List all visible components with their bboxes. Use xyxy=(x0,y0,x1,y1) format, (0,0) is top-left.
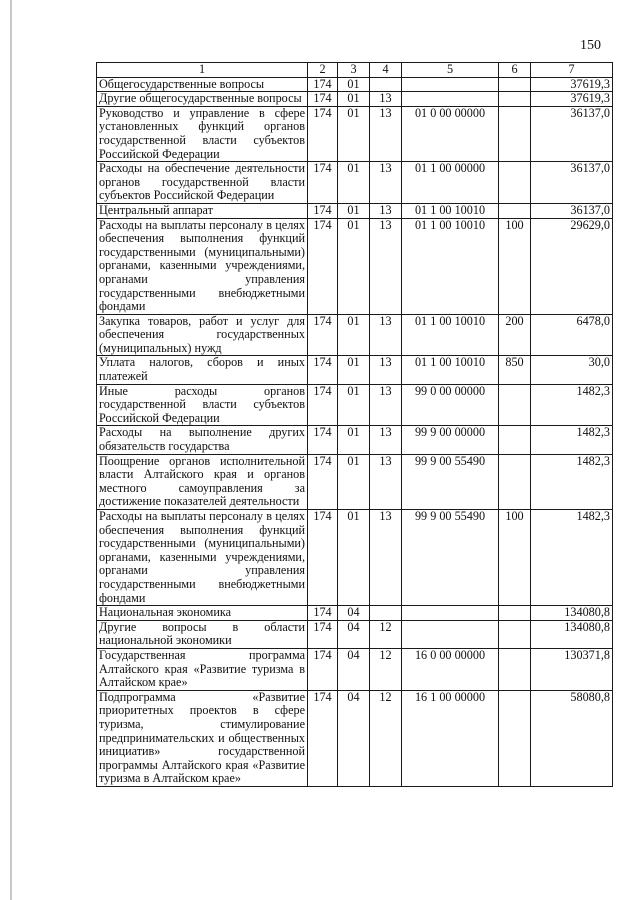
section-cell: 01 xyxy=(338,510,370,606)
item-name-cell: Расходы на выплаты персоналу в целях обеспечения выполнения функций государственными (муниципальными) органами, казенными учреждениями, органами управления государственными внебюджетными фондами xyxy=(97,510,308,606)
admin-code-cell: 174 xyxy=(308,690,338,786)
table-body xyxy=(97,63,613,787)
section-cell: 01 xyxy=(338,203,370,218)
item-name-cell: Другие общегосударственные вопросы xyxy=(97,92,308,107)
header-cell: 7 xyxy=(531,63,613,78)
table-row xyxy=(97,218,613,314)
target-article-cell: 99 9 00 00000 xyxy=(402,426,499,454)
admin-code-cell: 174 xyxy=(308,218,338,314)
table-header-row xyxy=(97,63,613,78)
subsection-cell: 12 xyxy=(370,620,402,648)
expense-type-cell xyxy=(499,77,531,92)
item-name-cell: Центральный аппарат xyxy=(97,203,308,218)
amount-cell: 134080,8 xyxy=(531,620,613,648)
header-cell: 2 xyxy=(308,63,338,78)
admin-code-cell: 174 xyxy=(308,203,338,218)
table-row xyxy=(97,203,613,218)
admin-code-cell: 174 xyxy=(308,648,338,690)
subsection-cell: 12 xyxy=(370,648,402,690)
table-row xyxy=(97,648,613,690)
admin-code-cell: 174 xyxy=(308,620,338,648)
amount-cell: 36137,0 xyxy=(531,106,613,161)
expense-type-cell xyxy=(499,454,531,509)
subsection-cell: 13 xyxy=(370,106,402,161)
target-article-cell: 01 1 00 10010 xyxy=(402,314,499,356)
section-cell: 04 xyxy=(338,606,370,621)
amount-cell: 1482,3 xyxy=(531,384,613,426)
subsection-cell: 13 xyxy=(370,218,402,314)
table-row xyxy=(97,106,613,161)
admin-code-cell: 174 xyxy=(308,454,338,509)
subsection-cell: 13 xyxy=(370,92,402,107)
subsection-cell xyxy=(370,77,402,92)
section-cell: 01 xyxy=(338,77,370,92)
admin-code-cell: 174 xyxy=(308,510,338,606)
target-article-cell: 01 0 00 00000 xyxy=(402,106,499,161)
item-name-cell: Другие вопросы в области национальной экономики xyxy=(97,620,308,648)
target-article-cell: 01 1 00 10010 xyxy=(402,218,499,314)
item-name-cell: Уплата налогов, сборов и иных платежей xyxy=(97,356,308,384)
section-cell: 04 xyxy=(338,690,370,786)
item-name-cell: Поощрение органов исполнительной власти Алтайского края и органов местного самоуправления за достижение показателей деятельности xyxy=(97,454,308,509)
section-cell: 01 xyxy=(338,92,370,107)
target-article-cell: 16 0 00 00000 xyxy=(402,648,499,690)
section-cell: 01 xyxy=(338,162,370,204)
header-cell: 4 xyxy=(370,63,402,78)
admin-code-cell: 174 xyxy=(308,92,338,107)
item-name-cell: Общегосударственные вопросы xyxy=(97,77,308,92)
admin-code-cell: 174 xyxy=(308,356,338,384)
subsection-cell: 13 xyxy=(370,454,402,509)
page-number: 150 xyxy=(580,38,601,53)
table-row xyxy=(97,356,613,384)
target-article-cell xyxy=(402,606,499,621)
subsection-cell: 13 xyxy=(370,203,402,218)
target-article-cell xyxy=(402,92,499,107)
amount-cell: 29629,0 xyxy=(531,218,613,314)
subsection-cell: 13 xyxy=(370,356,402,384)
subsection-cell: 12 xyxy=(370,690,402,786)
expense-type-cell xyxy=(499,92,531,107)
section-cell: 01 xyxy=(338,218,370,314)
item-name-cell: Расходы на выплаты персоналу в целях обеспечения выполнения функций государственными (муниципальными) органами, казенными учреждениями, органами управления государственными внебюджетными фондами xyxy=(97,218,308,314)
expense-type-cell xyxy=(499,426,531,454)
amount-cell: 36137,0 xyxy=(531,162,613,204)
item-name-cell: Закупка товаров, работ и услуг для обеспечения государственных (муниципальных) нужд xyxy=(97,314,308,356)
section-cell: 04 xyxy=(338,620,370,648)
amount-cell: 37619,3 xyxy=(531,77,613,92)
amount-cell: 36137,0 xyxy=(531,203,613,218)
amount-cell: 58080,8 xyxy=(531,690,613,786)
table-row xyxy=(97,77,613,92)
target-article-cell: 01 1 00 10010 xyxy=(402,203,499,218)
target-article-cell: 16 1 00 00000 xyxy=(402,690,499,786)
subsection-cell: 13 xyxy=(370,510,402,606)
section-cell: 01 xyxy=(338,314,370,356)
admin-code-cell: 174 xyxy=(308,77,338,92)
subsection-cell: 13 xyxy=(370,162,402,204)
item-name-cell: Национальная экономика xyxy=(97,606,308,621)
admin-code-cell: 174 xyxy=(308,606,338,621)
expense-type-cell xyxy=(499,606,531,621)
expense-type-cell xyxy=(499,384,531,426)
table-row xyxy=(97,606,613,621)
expense-type-cell xyxy=(499,162,531,204)
amount-cell: 1482,3 xyxy=(531,454,613,509)
admin-code-cell: 174 xyxy=(308,162,338,204)
expense-type-cell xyxy=(499,106,531,161)
table-row xyxy=(97,314,613,356)
admin-code-cell: 174 xyxy=(308,384,338,426)
expense-type-cell xyxy=(499,690,531,786)
table-row xyxy=(97,454,613,509)
section-cell: 01 xyxy=(338,426,370,454)
amount-cell: 30,0 xyxy=(531,356,613,384)
table-row xyxy=(97,92,613,107)
table-row xyxy=(97,620,613,648)
expense-type-cell xyxy=(499,620,531,648)
table-row xyxy=(97,384,613,426)
admin-code-cell: 174 xyxy=(308,106,338,161)
section-cell: 01 xyxy=(338,356,370,384)
header-cell: 3 xyxy=(338,63,370,78)
expense-type-cell: 100 xyxy=(499,218,531,314)
amount-cell: 130371,8 xyxy=(531,648,613,690)
header-cell: 6 xyxy=(499,63,531,78)
target-article-cell: 99 9 00 55490 xyxy=(402,510,499,606)
target-article-cell xyxy=(402,620,499,648)
expense-type-cell xyxy=(499,648,531,690)
scan-edge-shadow xyxy=(10,0,12,900)
amount-cell: 1482,3 xyxy=(531,510,613,606)
item-name-cell: Иные расходы органов государственной власти субъектов Российской Федерации xyxy=(97,384,308,426)
subsection-cell: 13 xyxy=(370,314,402,356)
table-row xyxy=(97,690,613,786)
section-cell: 04 xyxy=(338,648,370,690)
target-article-cell: 99 0 00 00000 xyxy=(402,384,499,426)
subsection-cell: 13 xyxy=(370,426,402,454)
section-cell: 01 xyxy=(338,384,370,426)
budget-table xyxy=(96,62,613,787)
amount-cell: 37619,3 xyxy=(531,92,613,107)
item-name-cell: Руководство и управление в сфере установленных функций органов государственной власти субъектов Российской Федерации xyxy=(97,106,308,161)
expense-type-cell xyxy=(499,203,531,218)
admin-code-cell: 174 xyxy=(308,426,338,454)
target-article-cell xyxy=(402,77,499,92)
item-name-cell: Расходы на обеспечение деятельности органов государственной власти субъектов Российской Федерации xyxy=(97,162,308,204)
subsection-cell xyxy=(370,606,402,621)
amount-cell: 6478,0 xyxy=(531,314,613,356)
amount-cell: 1482,3 xyxy=(531,426,613,454)
table-row xyxy=(97,426,613,454)
item-name-cell: Государственная программа Алтайского края «Развитие туризма в Алтайском крае» xyxy=(97,648,308,690)
amount-cell: 134080,8 xyxy=(531,606,613,621)
header-cell: 5 xyxy=(402,63,499,78)
expense-type-cell: 850 xyxy=(499,356,531,384)
subsection-cell: 13 xyxy=(370,384,402,426)
target-article-cell: 99 9 00 55490 xyxy=(402,454,499,509)
item-name-cell: Подпрограмма «Развитие приоритетных проектов в сфере туризма, стимулирование предпринимательских и общественных инициатив» государственной программы Алтайского края «Развитие туризма в Алтайском крае» xyxy=(97,690,308,786)
table-row xyxy=(97,162,613,204)
expense-type-cell: 100 xyxy=(499,510,531,606)
target-article-cell: 01 1 00 10010 xyxy=(402,356,499,384)
item-name-cell: Расходы на выполнение других обязательств государства xyxy=(97,426,308,454)
target-article-cell: 01 1 00 00000 xyxy=(402,162,499,204)
section-cell: 01 xyxy=(338,454,370,509)
admin-code-cell: 174 xyxy=(308,314,338,356)
expense-type-cell: 200 xyxy=(499,314,531,356)
table-row xyxy=(97,510,613,606)
header-cell: 1 xyxy=(97,63,308,78)
section-cell: 01 xyxy=(338,106,370,161)
